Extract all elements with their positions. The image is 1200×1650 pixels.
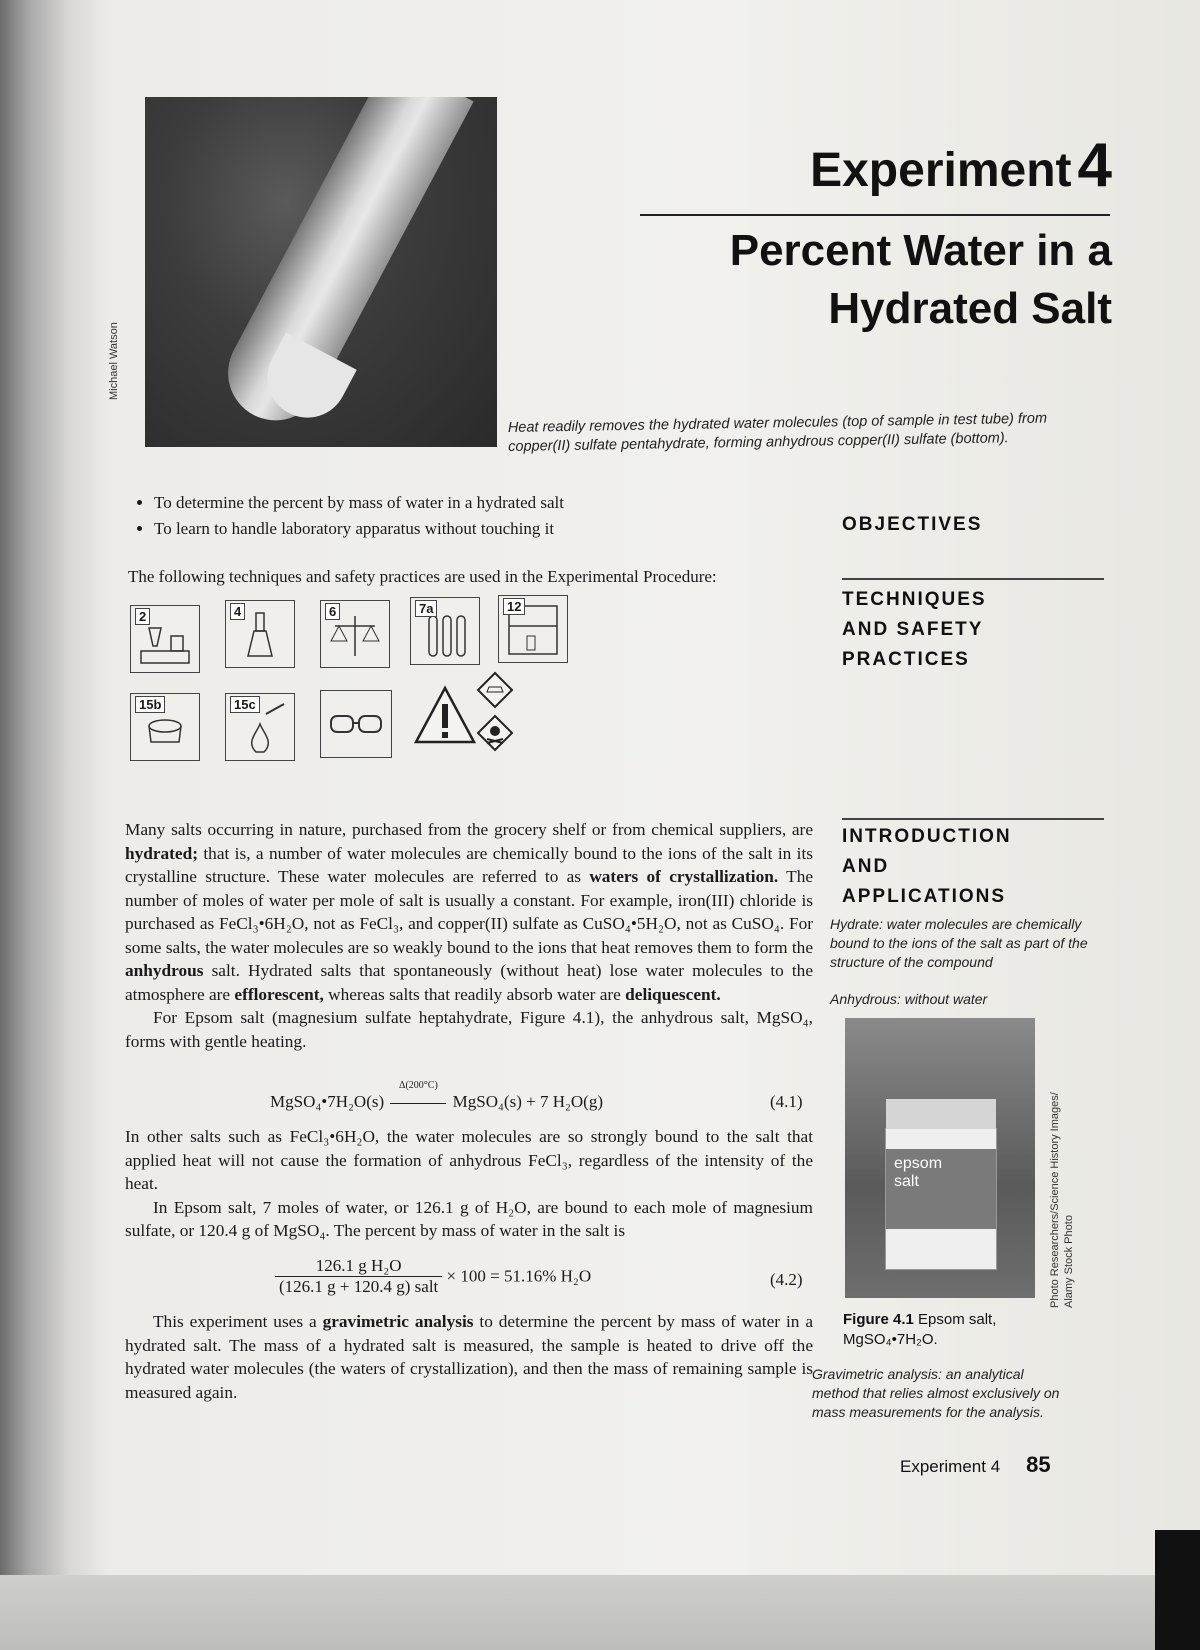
introduction-paragraph-1: Many salts occurring in nature, purchased from the grocery shelf or from chemical suppliers, are hydrated; that is, a number of water molecules are chemically bound to the ions of the salt in its crystalline structure. These water molecules are referred to as waters of crystallization. The number of moles of water per mole of salt is usually a constant. For example, iron(III) chloride is purchased as FeCl₃•6H₂O, not as FeCl₃, and copper(II) sulfate as CuSO₄•5H₂O, not as CuSO₄. For some salts, the water molecules are so weakly bound to the ions that heat removes them to form the anhydrous salt. Hydrated salts that spontaneously (without heat) lose water molecules to the atmosphere are efflorescent, whereas salts that readily absorb water are deliquescent. For Epsom salt (magnesium sulfate heptahydrate, Figure 4.1), the anhydrous salt, MgSO₄, forms with gentle heating. [125,818,813,1053]
section-rule [842,818,1104,820]
equation-4-1 [270,1080,604,1112]
figure-credit-line: Alamy Stock Photo [1063,1215,1075,1308]
safety-goggles-icon [320,690,392,758]
margin-note-anhydrous: Anhydrous: without water [830,991,988,1007]
introduction-heading-line: AND [842,856,890,877]
term-deliquescent: deliquescent. [625,984,721,1004]
techniques-intro: The following techniques and safety practices are used in the Experimental Procedure: [128,567,717,586]
technique-icon-7a [410,597,480,665]
objective-item: • To determine the percent by mass of water in a hydrated salt [154,490,768,516]
corrosive-hazard-icon [475,670,515,710]
equation-denominator: (126.1 g + 120.4 g) salt [279,1277,439,1296]
introduction-paragraph-3: In other salts such as FeCl₃•6H₂O, the water molecules are so strongly bound to the salt that applied heat will not cause the formation of anhydrous FeCl₃, regardless of the intensity of the heat. In Epsom salt, 7 moles of water, or 126.1 g of H₂O, are bound to each mole of magnesium sulfate, or 120.4 g of MgSO₄. The percent by mass of water in the salt is [125,1125,813,1243]
techniques-heading-line: AND SAFETY [842,619,984,640]
equation-condition: Δ(200°C) [399,1080,438,1091]
technique-label: 7a [415,600,437,617]
objectives-heading: OBJECTIVES [842,514,983,535]
warning-triangle-icon [410,680,480,750]
experiment-heading [810,130,1112,201]
carton-text: salt [894,1173,919,1190]
technique-label: 12 [503,598,525,615]
figure-4-1-photo [845,1018,1035,1298]
photo-caption: Heat readily removes the hydrated water molecules (top of sample in test tube) from copper(II) sulfate pentahydrate, forming anhydrous copper(II) sulfate (bottom). [507,410,1048,455]
term-efflorescent: efflorescent, [234,984,324,1004]
introduction-paragraph-4: In Epsom salt, 7 moles of water, or 126.1 g of H₂O, are bound to each mole of magnesium sulfate, or 120.4 g of MgSO₄. The percent by mass of water in the salt is [125,1197,813,1240]
equation-reactant: MgSO₄•7H₂O(s) [270,1092,385,1111]
margin-note-hydrate: Hydrate: water molecules are chemically bound to the ions of the salt as part of the structure of the compound [830,916,1088,970]
technique-label: 15b [135,696,165,713]
techniques-heading-line: PRACTICES [842,649,970,670]
figure-caption [843,1310,1083,1350]
experiment-number: 4 [1077,131,1112,200]
page-title: Percent Water in a Hydrated Salt [729,226,1112,333]
technique-icon-4 [225,600,295,668]
equation-4-2 [275,1256,591,1297]
figure-caption-text: MgSO₄•7H₂O. [843,1331,938,1348]
equation-number: (4.2) [770,1270,803,1289]
objective-item: • To learn to handle laboratory apparatus without touching it [154,516,768,542]
technique-label: 15c [230,696,260,713]
figure-credit [1048,1092,1076,1308]
technique-icon-15b [130,693,200,761]
introduction-paragraph-5: This experiment uses a gravimetric analysis to determine the percent by mass of water in a hydrated salt. The mass of a hydrated salt is measured, the sample is heated to drive off the hydrated water molecules (the waters of crystallization), and then the mass of remaining sample is measured again. [125,1312,813,1402]
experiment-label: Experiment [810,144,1072,197]
header-photo [145,97,497,447]
objectives-list [128,490,768,542]
term-anhydrous: anhydrous [125,961,204,980]
page-footer [900,1452,1051,1478]
technique-icons [130,599,790,805]
carton-text: epsom [894,1155,943,1172]
technique-label: 2 [135,608,150,625]
footer-label: Experiment 4 [900,1457,1001,1476]
scan-bottom-edge [0,1575,1200,1650]
epsom-salt-carton [885,1128,997,1270]
section-rule [842,578,1104,580]
techniques-heading-line: TECHNIQUES [842,589,987,610]
technique-label: 4 [230,603,245,620]
equation-number: (4.1) [770,1092,803,1111]
equation-product: MgSO₄(s) + 7 H₂O(g) [452,1092,604,1111]
term-waters-of-crystallization: waters of crystallization. [589,867,779,886]
margin-note-gravimetric: Gravimetric analysis: an analytical method that relies almost exclusively on mass measurements for the analysis. [812,1366,1060,1420]
figure-label: Figure 4.1 [843,1311,914,1328]
equation-result: × 100 = 51.16% H₂O [446,1266,592,1286]
equation-numerator: 126.1 g H₂O [275,1256,442,1277]
technique-icon-6 [320,600,390,668]
figure-credit-line: Photo Researchers/Science History Images/ [1049,1092,1061,1308]
title-rule [640,214,1110,216]
introduction-paragraph-2: For Epsom salt (magnesium sulfate heptahydrate, Figure 4.1), the anhydrous salt, MgSO₄, forms with gentle heating. [125,1008,813,1051]
technique-icon-2 [130,605,200,673]
technique-label: 6 [325,603,340,620]
toxic-hazard-icon [475,713,515,753]
figure-caption-text: Epsom salt, [918,1311,997,1328]
technique-icon-12 [498,595,568,663]
scan-corner-shadow [1155,1530,1200,1650]
introduction-heading-line: APPLICATIONS [842,886,1007,907]
introduction-heading [842,822,1012,912]
techniques-heading [842,585,987,675]
page-number: 85 [1026,1452,1051,1477]
technique-icon-15c [225,693,295,761]
introduction-heading-line: INTRODUCTION [842,826,1012,847]
term-hydrated: hydrated; [125,843,198,863]
term-gravimetric-analysis: gravimetric analysis [322,1312,474,1331]
photo-credit: Michael Watson [108,322,120,400]
